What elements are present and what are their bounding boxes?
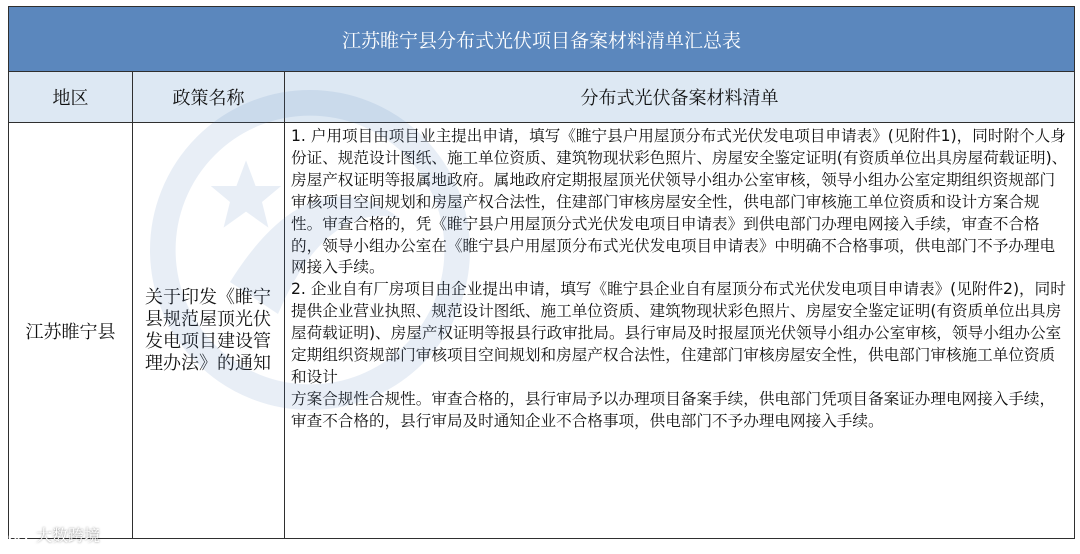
policy-name-cell: 关于印发《睢宁县规范屋顶光伏发电项目建设管理办法》的通知 xyxy=(133,123,285,539)
materials-table xyxy=(8,6,1075,539)
header-region: 地区 xyxy=(9,72,133,123)
header-materials: 分布式光伏备案材料清单 xyxy=(285,72,1075,123)
materials-paragraph-1: 1. 户用项目由项目业主提出申请，填写《睢宁县户用屋顶分布式光伏发电项目申请表》(见附件1)，同时附个人身份证、规范设计图纸、施工单位资质、建筑物现状彩色照片、房屋安全鉴定证明(有资质单位出具房屋荷载证明)、房屋产权证明等报属地政府。属地政府定期报屋顶光伏领导小组办公室审核，领导小组办公室定期组织资规部门审核项目空间规划和房屋产权合法性，住建部门审核房屋安全性，供电部门审核施工单位资质和设计方案合规性。审查合格的，凭《睢宁县户用屋顶分式光伏发电项目申请表》到供电部门办理电网接入手续，审查不合格的，领导小组办公室在《睢宁县户用屋顶分布式光伏发电项目申请表》中明确不合格事项，供电部门不予办理电网接入手续。 xyxy=(291,127,1068,277)
materials-paragraph-2: 2. 企业自有厂房项目由企业提出申请，填写《睢宁县企业自有屋顶分布式光伏发电项目申请表》(见附件2)，同时提供企业营业执照、规范设计图纸、施工单位资质、建筑物现状彩色照片、房屋安全鉴定证明(有资质单位出具房屋荷载证明)、房屋产权证明等报县行政审批局。县行审局及时报屋顶光伏领导小组办公室审核，领导小组办公室定期组织资规部门审核项目空间规划和房屋产权合法性，住建部门审核房屋安全性，供电部门审核施工单位资质和设计 xyxy=(291,280,1066,386)
header-row xyxy=(9,72,1075,123)
region-cell: 江苏睢宁县 xyxy=(9,123,133,539)
materials-paragraph-3: 方案合规性合规性。审查合格的，县行审局予以办理项目备案手续，供电部门凭项目备案证办理电网接入手续，审查不合格的，县行审局及时通知企业不合格事项，供电部门不予办理电网接入手续。 xyxy=(291,389,1056,430)
watermark-text: 大数跨境 xyxy=(36,526,101,545)
materials-cell xyxy=(285,123,1075,539)
table-row xyxy=(9,123,1075,539)
header-policy: 政策名称 xyxy=(133,72,285,123)
title-row xyxy=(9,7,1075,72)
table-title: 江苏睢宁县分布式光伏项目备案材料清单汇总表 xyxy=(9,7,1075,72)
